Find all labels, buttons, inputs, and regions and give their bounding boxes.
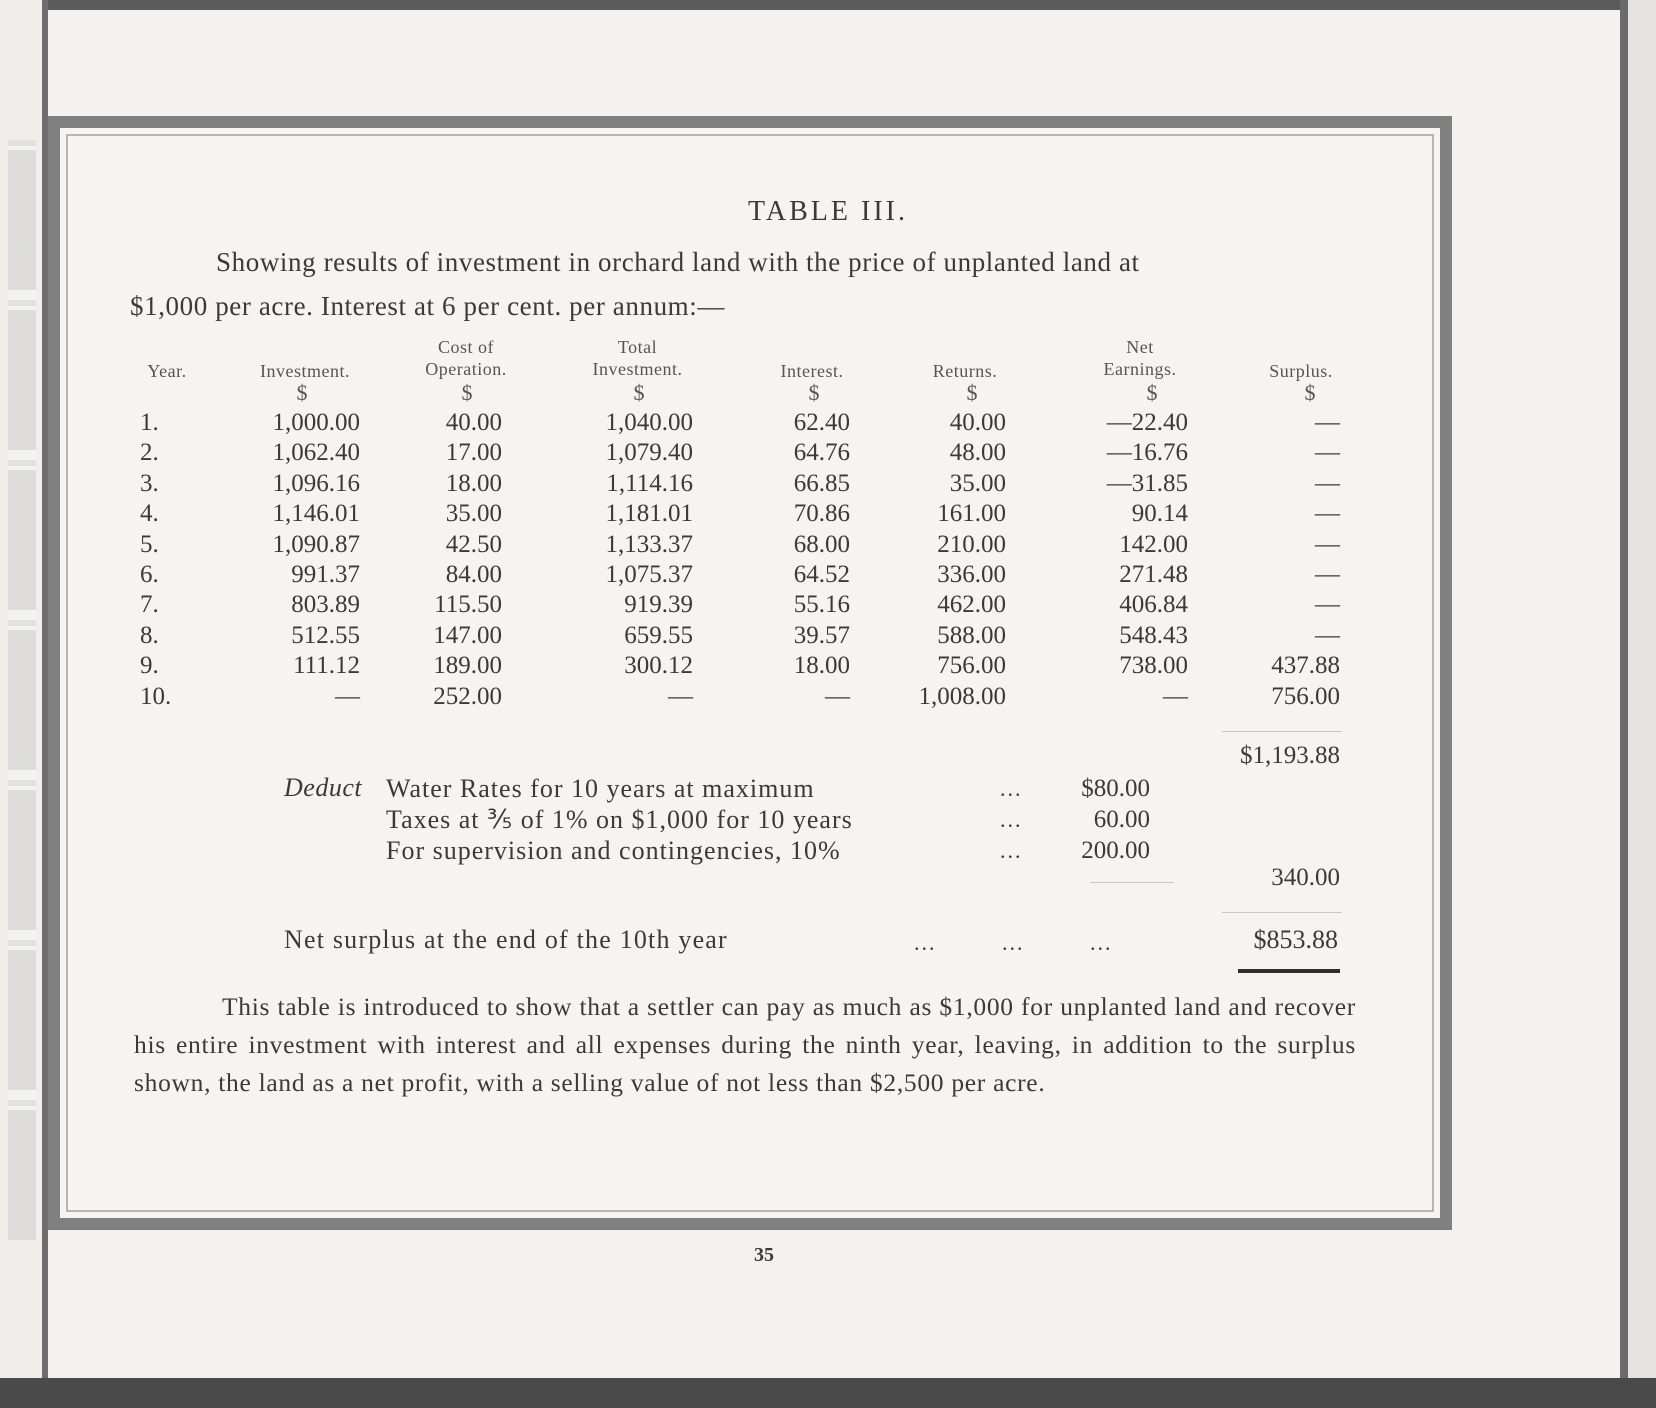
table-cell: 35.00: [445, 500, 502, 528]
table-cell: 271.48: [1119, 560, 1188, 588]
unit-returns: $: [966, 380, 978, 405]
table-cell: 66.85: [793, 469, 850, 497]
table-cell: 1.: [140, 409, 159, 436]
deduct-subtotal-rule: [1090, 882, 1174, 883]
table-cell: 1,133.37: [605, 530, 693, 558]
table-cell: —: [1315, 439, 1340, 467]
table-cell: 1,000.00: [272, 409, 360, 436]
table-cell: 39.57: [793, 621, 850, 649]
deduct-amount: $80.00: [1081, 775, 1150, 802]
deduct-label: Deduct: [284, 773, 363, 802]
table-cell: —16.76: [1106, 439, 1188, 467]
table-cell: 62.40: [793, 409, 850, 436]
table-cell: 1,090.87: [272, 530, 360, 558]
table-cell: 1,062.40: [272, 439, 360, 467]
leader-dots: ...: [1000, 807, 1023, 832]
column-year: [140, 408, 190, 712]
deduct-total: 340.00: [1271, 864, 1340, 891]
table-cell: 55.16: [793, 591, 850, 619]
deduct-amounts: [1060, 773, 1150, 866]
header-net-line-2: Earnings.: [1103, 359, 1177, 379]
table-cell: 1,008.00: [918, 682, 1006, 710]
deduct-amount: 60.00: [1093, 806, 1150, 833]
header-cost: [410, 336, 522, 380]
table-cell: 1,114.16: [606, 469, 693, 497]
table-cell: 48.00: [949, 439, 1006, 467]
table-cell: —: [825, 682, 850, 710]
table-cell: 7.: [140, 591, 159, 619]
table-cell: 548.43: [1119, 621, 1188, 649]
table-cell: 8.: [140, 621, 159, 649]
scan-top-edge: [0, 0, 1656, 10]
table-cell: 991.37: [291, 560, 360, 588]
table-cell: —: [1315, 560, 1340, 588]
column-returns: [890, 408, 1006, 712]
unit-net: $: [1146, 380, 1158, 405]
table-cell: 70.86: [793, 500, 850, 528]
table-cell: 210.00: [937, 530, 1006, 558]
table-cell: 115.50: [434, 591, 502, 619]
table-cell: —: [1315, 409, 1340, 436]
header-net-line-1: Net: [1126, 337, 1154, 357]
table-cell: 18.00: [445, 469, 502, 497]
table-cell: 10.: [140, 682, 172, 710]
column-investment: [240, 408, 360, 712]
table-cell: 147.00: [433, 621, 502, 649]
column-surplus: [1240, 408, 1340, 712]
table-cell: 161.00: [937, 500, 1006, 528]
net-surplus-label: Net surplus at the end of the 10th year: [284, 925, 728, 954]
leader-dots: ...: [1002, 930, 1025, 955]
header-year: Year.: [147, 361, 187, 381]
deduct-amount: 200.00: [1081, 837, 1150, 864]
header-interest: Interest.: [780, 361, 844, 381]
table-cell: 300.12: [624, 652, 693, 680]
binding-pattern: [8, 140, 36, 1240]
header-net-earnings: [1088, 336, 1192, 380]
table-cell: 90.14: [1131, 500, 1188, 528]
table-cell: 437.88: [1271, 652, 1340, 680]
table-cell: 2.: [140, 439, 159, 467]
table-cell: 1,181.01: [605, 500, 693, 528]
net-surplus-rule: [1222, 912, 1342, 913]
table-cell: 462.00: [937, 591, 1006, 619]
scan-bottom-edge: [0, 1378, 1656, 1408]
closing-text: This table is introduced to show that a settler can pay as much as $1,000 for unplanted land and recover his entire investment with interest and all expenses during the ninth year, leaving, in addition to the surplus shown, the land as a net profit, with a selling value of not less than $2,500 per acre.: [134, 992, 1356, 1097]
table-cell: 919.39: [624, 591, 693, 619]
table-cell: 64.76: [793, 439, 850, 467]
table-title: TABLE III.: [748, 196, 908, 227]
deduct-leaders: [1000, 773, 1023, 866]
table-cell: 738.00: [1119, 652, 1188, 680]
surplus-total: $1,193.88: [1240, 742, 1340, 769]
surplus-total-rule: [1222, 731, 1342, 732]
table-cell: —: [1315, 469, 1340, 497]
table-cell: 336.00: [937, 560, 1006, 588]
leader-dots: ...: [1090, 930, 1113, 955]
table-cell: 803.89: [291, 591, 360, 619]
table-cell: 142.00: [1119, 530, 1188, 558]
unit-interest: $: [808, 380, 820, 405]
table-cell: 40.00: [949, 409, 1006, 436]
table-cell: —: [1315, 500, 1340, 528]
deduct-items: [386, 773, 853, 866]
header-total-investment: [575, 336, 700, 380]
table-cell: —31.85: [1106, 469, 1188, 497]
table-cell: 252.00: [433, 682, 502, 710]
leader-dots: ...: [914, 930, 937, 955]
intro-line-2: $1,000 per acre. Interest at 6 per cent. per annum:—: [130, 291, 725, 321]
table-cell: —: [668, 682, 693, 710]
page-number: 35: [754, 1244, 774, 1266]
table-cell: —: [335, 682, 360, 710]
intro-line-1: Showing results of investment in orchard land with the price of unplanted land at: [216, 247, 1140, 277]
table-cell: 9.: [140, 652, 159, 680]
table-cell: 1,146.01: [272, 500, 360, 528]
unit-surplus: $: [1304, 380, 1316, 405]
closing-paragraph: [134, 988, 1356, 1102]
table-cell: 512.55: [291, 621, 360, 649]
table-cell: 756.00: [937, 652, 1006, 680]
unit-cost: $: [461, 380, 473, 405]
table-cell: 189.00: [433, 652, 502, 680]
table-cell: 35.00: [949, 469, 1006, 497]
table-cell: —: [1315, 621, 1340, 649]
table-cell: —: [1315, 591, 1340, 619]
deduct-item: Taxes at ⅗ of 1% on $1,000 for 10 years: [386, 805, 853, 834]
column-cost: [410, 408, 502, 712]
table-cell: —: [1163, 682, 1188, 710]
column-net-earnings: [1080, 408, 1188, 712]
table-cell: 64.52: [793, 560, 850, 588]
header-total-line-2: Investment.: [592, 359, 683, 379]
table-cell: 1,096.16: [272, 469, 360, 497]
net-surplus-underline: [1238, 969, 1340, 973]
table-cell: 659.55: [624, 621, 693, 649]
leader-dots: ...: [1000, 838, 1023, 863]
table-cell: 111.12: [293, 652, 360, 680]
deduct-item: For supervision and contingencies, 10%: [386, 836, 841, 865]
net-surplus-value: $853.88: [1253, 925, 1338, 954]
column-interest: [762, 408, 850, 712]
header-returns: Returns.: [932, 361, 998, 381]
table-cell: —: [1315, 530, 1340, 558]
table-cell: 6.: [140, 560, 159, 588]
table-cell: —22.40: [1106, 409, 1188, 436]
table-cell: 1,040.00: [605, 409, 693, 436]
table-cell: 5.: [140, 530, 159, 558]
table-cell: 588.00: [937, 621, 1006, 649]
table-cell: 1,079.40: [605, 439, 693, 467]
table-cell: 17.00: [445, 439, 502, 467]
table-cell: 756.00: [1271, 682, 1340, 710]
table-cell: 1,075.37: [605, 560, 693, 588]
header-cost-line-1: Cost of: [437, 337, 494, 357]
table-cell: 84.00: [445, 560, 502, 588]
intro-text: [130, 240, 1350, 328]
header-surplus: Surplus.: [1269, 361, 1333, 381]
table-cell: 68.00: [793, 530, 850, 558]
header-investment: Investment.: [260, 361, 350, 381]
unit-total: $: [633, 380, 645, 405]
unit-investment: $: [296, 380, 308, 405]
table-cell: 18.00: [793, 652, 850, 680]
table-cell: 3.: [140, 469, 159, 497]
table-cell: 42.50: [445, 530, 502, 558]
header-cost-line-2: Operation.: [425, 359, 507, 379]
table-cell: 406.84: [1119, 591, 1188, 619]
column-total-investment: [575, 408, 693, 712]
table-cell: 4.: [140, 500, 159, 528]
table-cell: 40.00: [445, 409, 502, 436]
deduct-item: Water Rates for 10 years at maximum: [386, 774, 815, 803]
leader-dots: ...: [1000, 776, 1023, 801]
header-total-line-1: Total: [617, 337, 658, 357]
